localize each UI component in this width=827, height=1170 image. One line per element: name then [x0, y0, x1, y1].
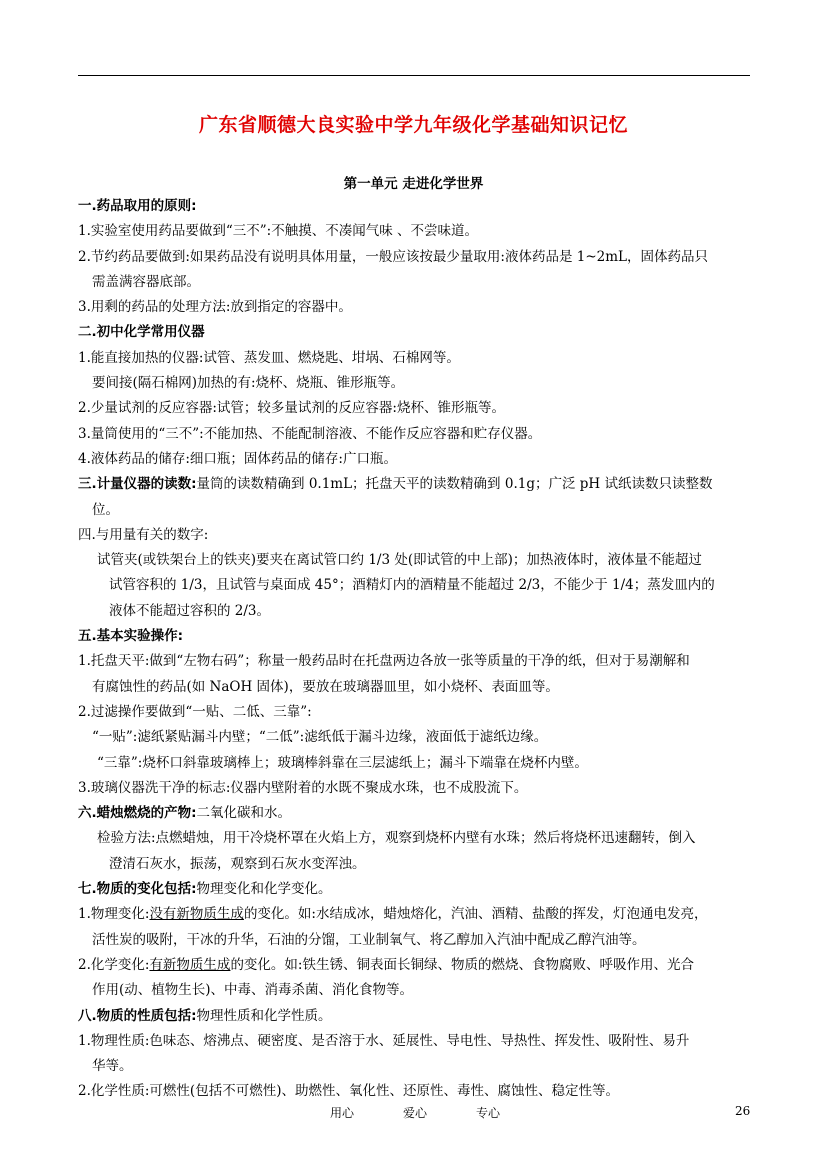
- text-line: 1.实验室使用药品要做到“三不”:不触摸、不凑闻气味 、不尝味道。: [78, 223, 479, 240]
- text-span: 的变化。如:铁生锈、铜表面长铜绿、物质的燃烧、食物腐败、呼吸作用、光合: [230, 956, 694, 973]
- text-line: 作用(动、植物生长)、中毒、消毒杀菌、消化食物等。: [92, 982, 414, 999]
- unit-title: 第一单元 走进化学世界: [343, 176, 484, 192]
- section-heading-8: 八.物质的性质包括:: [78, 1007, 197, 1024]
- text-line: 2.少量试剂的反应容器:试管；较多量试剂的反应容器:烧杯、锥形瓶等。: [78, 400, 505, 417]
- text-line: 试管夹(或铁架台上的铁夹)要夹在离试管口约 1/3 处(即试管的中上部)；加热液体时，液体量不能超过: [97, 552, 702, 569]
- text-line: [78, 953, 750, 978]
- text-line: 位。: [92, 501, 119, 518]
- text-line: 3.玻璃仪器洗干净的标志:仪器内壁附着的水既不聚成水珠，也不成股流下。: [78, 779, 528, 796]
- text-line: 活性炭的吸附，干冰的升华，石油的分馏，工业制氧气、将乙醇加入汽油中配成乙醇汽油等。: [92, 931, 646, 948]
- section-heading-6: 六.蜡烛燃烧的产物:: [78, 805, 197, 822]
- text-line: 要间接(隔石棉网)加热的有:烧杯、烧瓶、锥形瓶等。: [92, 375, 405, 392]
- text-span: 物理性质和化学性质。: [196, 1007, 332, 1024]
- section-heading-4: 四.与用量有关的数字:: [78, 526, 209, 543]
- header-rule: [78, 75, 750, 76]
- page-number: 26: [735, 1104, 751, 1118]
- footer-word: 用心: [330, 1106, 355, 1120]
- text-line: 需盖满容器底部。: [92, 273, 200, 290]
- underlined-term: 有新物质生成: [149, 956, 231, 973]
- underlined-term: 没有新物质生成: [149, 906, 244, 923]
- text-span: 1.物理变化:: [78, 906, 150, 923]
- text-span: 物理变化和化学变化。: [196, 881, 332, 898]
- text-line: 3.用剩的药品的处理方法:放到指定的容器中。: [78, 299, 352, 316]
- text-line: 1.能直接加热的仪器:试管、蒸发皿、燃烧匙、坩埚、石棉网等。: [78, 349, 460, 366]
- footer-word: 爱心: [402, 1106, 427, 1120]
- document-title: 广东省顺德大良实验中学九年级化学基础知识记忆: [198, 114, 628, 136]
- text-line: 检验方法:点燃蜡烛，用干冷烧杯罩在火焰上方，观察到烧杯内壁有水珠；然后将烧杯迅速翻转，倒入: [97, 830, 696, 847]
- text-span: 量筒的读数精确到 0.1mL；托盘天平的读数精确到 0.1g；广泛 pH 试纸读数只读整数: [196, 476, 713, 493]
- section-heading-3: 三.计量仪器的读数:: [78, 476, 197, 493]
- text-line: 华等。: [92, 1058, 133, 1075]
- text-line: [78, 801, 750, 826]
- text-line: [78, 1004, 750, 1029]
- text-line: [78, 902, 750, 927]
- text-line: [78, 472, 750, 497]
- text-line: [78, 877, 750, 902]
- footer-motto: [330, 1104, 500, 1121]
- text-line: “一贴”:滤纸紧贴漏斗内壁；“二低”:滤纸低于漏斗边缘，液面低于滤纸边缘。: [92, 729, 548, 746]
- document-body: [78, 194, 750, 1105]
- text-line: 2.化学性质:可燃性(包括不可燃性)、助燃性、氧化性、还原性、毒性、腐蚀性、稳定性等。: [78, 1083, 619, 1100]
- text-line: 1.物理性质:色味态、熔沸点、硬密度、是否溶于水、延展性、导电性、导热性、挥发性、吸附性、易升: [78, 1032, 690, 1049]
- text-span: 的变化。如:水结成冰，蜡烛熔化，汽油、酒精、盐酸的挥发，灯泡通电发亮，: [243, 906, 708, 923]
- text-line: 3.量筒使用的“三不”:不能加热、不能配制溶液、不能作反应容器和贮存仪器。: [78, 425, 542, 442]
- text-line: 2.过滤操作要做到“一贴、二低、三靠”:: [78, 703, 312, 720]
- footer-word: 专心: [475, 1106, 500, 1120]
- section-heading-5: 五.基本实验操作:: [78, 628, 184, 645]
- text-line: 4.液体药品的储存:细口瓶；固体药品的储存:广口瓶。: [78, 450, 397, 467]
- section-heading-7: 七.物质的变化包括:: [78, 881, 197, 898]
- text-line: 有腐蚀性的药品(如 NaOH 固体)，要放在玻璃器皿里，如小烧杯、表面皿等。: [92, 678, 559, 695]
- text-line: “三靠”:烧杯口斜靠玻璃棒上；玻璃棒斜靠在三层滤纸上；漏斗下端靠在烧杯内壁。: [97, 754, 588, 771]
- section-heading-1: 一.药品取用的原则:: [78, 198, 197, 214]
- text-line: 液体不能超过容积的 2/3。: [109, 602, 271, 619]
- text-span: 二氧化碳和水。: [196, 805, 292, 822]
- text-line: 2.节约药品要做到:如果药品没有说明具体用量，一般应该按最少量取用:液体药品是 1~2mL，固体药品只: [78, 248, 709, 265]
- text-line: 1.托盘天平:做到“左物右码”；称量一般药品时在托盘两边各放一张等质量的干净的纸，但对于易潮解和: [78, 653, 690, 670]
- text-line: 澄清石灰水，振荡，观察到石灰水变浑浊。: [109, 855, 366, 872]
- section-heading-2: 二.初中化学常用仪器: [78, 324, 205, 341]
- text-span: 2.化学变化:: [78, 956, 150, 973]
- text-line: 试管容积的 1/3，且试管与桌面成 45°；酒精灯内的酒精量不能超过 2/3，不能少于 1/4；蒸发皿内的: [109, 577, 715, 594]
